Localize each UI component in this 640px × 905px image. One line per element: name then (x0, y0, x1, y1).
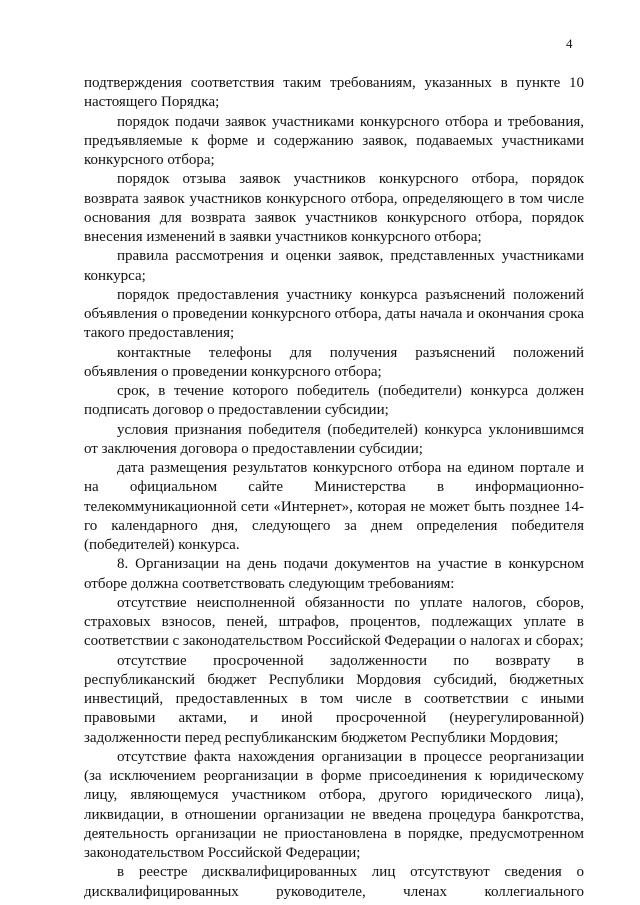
paragraph-no-tax-debt: отсутствие неисполненной обязанности по уплате налогов, сборов, страховых взносов, пеней, штрафов, процентов, подлежащих уплате в соответствии с законодательством Российской Федерации о налогах и сборах; (84, 594, 584, 650)
paragraph-no-reorganization: отсутствие факта нахождения организации в процессе реорганизации (за исключением реорганизации в форме присоединения к юридическому лицу, являющемуся участником отбора, другого юридического лица), ликвидации, в отношении организации не введена процедура банкротства, деятельность организации не приостановлена в порядке, предусмотренном законодательством Российской Федерации; (84, 748, 584, 861)
paragraph-results-publication: дата размещения результатов конкурсного отбора на едином портале и на официальном сайте Министерства в информационно-телекоммуникационной сети «Интернет», которая не может быть позднее 14-го календарного дня, следующего за днем определения победителя (победителей) конкурса. (84, 460, 584, 553)
paragraph-no-overdue-debt: отсутствие просроченной задолженности по возврату в республиканский бюджет Республики Мордовия субсидий, бюджетных инвестиций, предоставленных в том числе в соответствии с иными правовыми актами, и иной просроченной (неурегулированной) задолженности перед республиканским бюджетом Республики Мордовия; (84, 652, 584, 746)
paragraph-section-8: 8. Организации на день подачи документов на участие в конкурсном отборе должна соответствовать следующим требованиям: (84, 556, 584, 592)
page-number: 4 (566, 36, 573, 51)
paragraph-evasion-conditions: условия признания победителя (победителей) конкурса уклонившимся от заключения договора о предоставлении субсидии; (84, 421, 584, 457)
paragraph-application-withdrawal: порядок отзыва заявок участников конкурсного отбора, порядок возврата заявок участников конкурсного отбора, определяющего в том числе основания для возврата заявок участников конкурсного отбора, порядок внесения изменений в заявки участников конкурсного отбора; (84, 171, 584, 245)
paragraph-review-rules: правила рассмотрения и оценки заявок, представленных участниками конкурса; (84, 248, 584, 284)
paragraph-continuation: подтверждения соответствия таким требованиям, указанных в пункте 10 настоящего Порядка; (84, 75, 584, 111)
paragraph-application-submission: порядок подачи заявок участниками конкурсного отбора и требования, предъявляемые к форме и содержанию заявок, подаваемых участниками конкурсного отбора; (84, 113, 584, 168)
paragraph-contact-phones: контактные телефоны для получения разъяснений положений объявления о проведении конкурсного отбора; (84, 344, 584, 380)
paragraph-disqualified-registry: в реестре дисквалифицированных лиц отсутствуют сведения о дисквалифицированных руководителе, членах коллегиального (84, 864, 584, 900)
paragraph-clarifications: порядок предоставления участнику конкурса разъяснений положений объявления о проведении конкурсного отбора, даты начала и окончания срока такого предоставления; (84, 286, 584, 342)
body-text (84, 74, 584, 902)
paragraph-signing-deadline: срок, в течение которого победитель (победители) конкурса должен подписать договор о предоставлении субсидии; (84, 383, 584, 419)
